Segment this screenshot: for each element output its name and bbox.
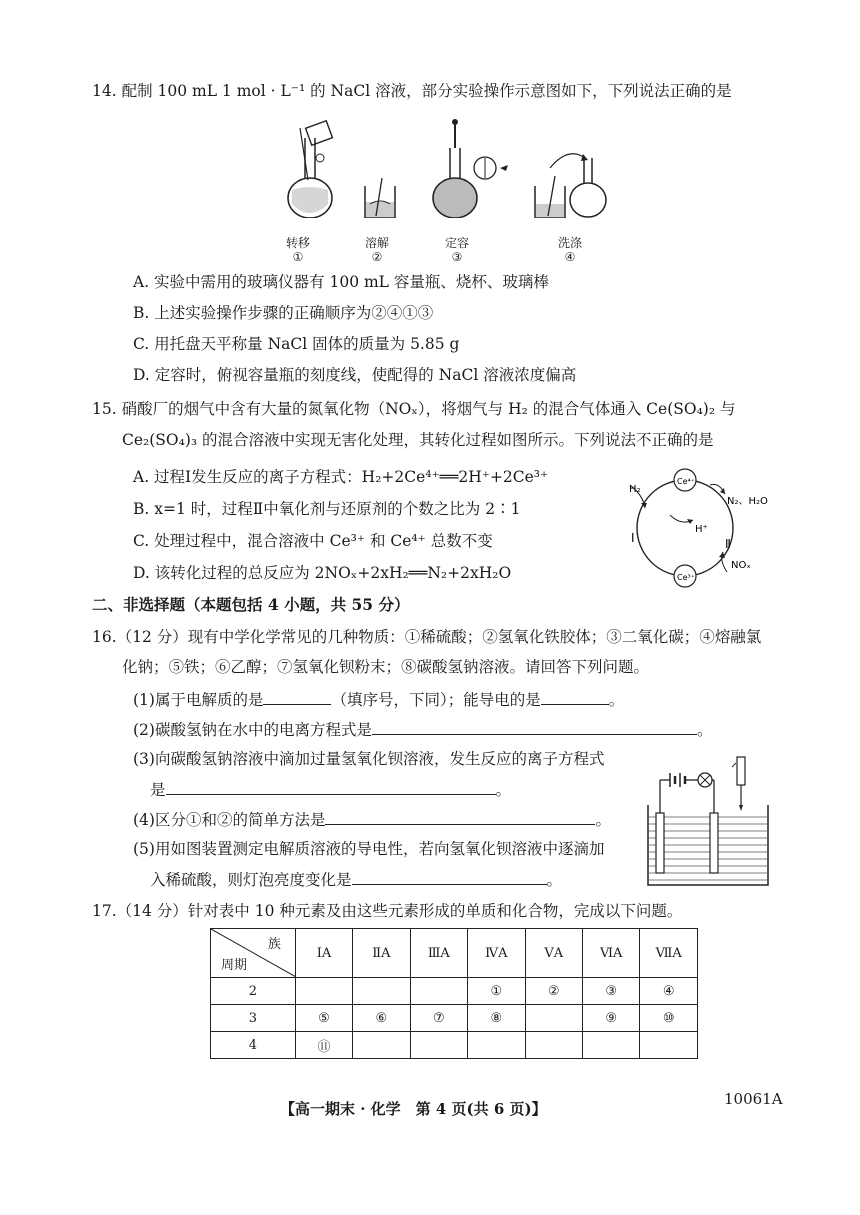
- wash-beaker-flask-icon: [535, 154, 606, 218]
- process-1-label: Ⅰ: [631, 531, 635, 545]
- q16-part-3b: 是 。: [150, 778, 511, 801]
- table-cell: ④: [640, 978, 698, 1005]
- table-cell: ②: [525, 978, 582, 1005]
- beaker-dissolve-icon: [365, 178, 395, 218]
- q16-part-3a: (3)向碳酸氢钠溶液中滴加过量氢氧化钡溶液，发生反应的离子方程式: [133, 750, 605, 768]
- table-row: [211, 1032, 698, 1059]
- periodic-table: [210, 928, 698, 1059]
- products-label: N₂、H₂O: [727, 496, 768, 507]
- answer-blank-6[interactable]: [352, 868, 547, 885]
- period-cell: 3: [211, 1005, 296, 1032]
- h2-label: H₂: [629, 484, 641, 495]
- nox-label: NOₓ: [731, 560, 751, 571]
- conductivity-apparatus-figure: [640, 755, 780, 890]
- table-cell: [640, 1032, 698, 1059]
- q16-stem-line1: 16.（12 分）现有中学化学常见的几种物质：①稀硫酸；②氢氧化铁胶体；③二氧化碳；④熔融氯: [92, 628, 762, 646]
- table-cell: [295, 978, 352, 1005]
- table-cell: [410, 1032, 467, 1059]
- answer-blank-1[interactable]: [263, 688, 331, 705]
- q16-part-5a: (5)用如图装置测定电解质溶液的导电性，若向氢氧化钡溶液中逐滴加: [133, 840, 605, 858]
- q15-option-b: B. x=1 时，过程Ⅱ中氧化剂与还原剂的个数之比为 2∶1: [133, 500, 521, 518]
- table-cell: ⑩: [640, 1005, 698, 1032]
- q14-option-c: C. 用托盘天平称量 NaCl 固体的质量为 5.85 g: [133, 335, 460, 353]
- flask-fill-to-mark-icon: [433, 119, 508, 218]
- table-row: [211, 978, 698, 1005]
- q14-option-b: B. 上述实验操作步骤的正确顺序为②④①③: [133, 304, 434, 322]
- table-cell: ⑪: [295, 1032, 352, 1059]
- hplus-label: H⁺: [695, 524, 708, 535]
- answer-blank-3[interactable]: [372, 718, 697, 735]
- table-cell: ①: [468, 978, 525, 1005]
- table-cell: [353, 978, 410, 1005]
- table-cell: [525, 1032, 582, 1059]
- q15-stem-line2: Ce₂(SO₄)₃ 的混合溶液中实现无害化处理，其转化过程如图所示。下列说法不正确的是: [122, 431, 714, 449]
- table-cell: [410, 978, 467, 1005]
- group-header-cell: ⅣA: [468, 929, 525, 978]
- ce4-label: Ce⁴⁺: [677, 477, 695, 486]
- q16-stem-line2: 化钠；⑤铁；⑥乙醇；⑦氢氧化钡粉末；⑧碳酸氢钠溶液。请回答下列问题。: [122, 658, 650, 676]
- figure-caption-3: 定容 ③: [444, 236, 469, 264]
- process-2-label: Ⅱ: [725, 537, 731, 551]
- q14-stem: 14. 配制 100 mL 1 mol · L⁻¹ 的 NaCl 溶液，部分实验操作示意图如下，下列说法正确的是: [92, 82, 732, 100]
- period-cell: 2: [211, 978, 296, 1005]
- group-header-cell: ⅠA: [295, 929, 352, 978]
- paper-code: 10061A: [724, 1090, 783, 1108]
- table-cell: ⑦: [410, 1005, 467, 1032]
- table-corner-cell: [211, 929, 296, 978]
- section-2-heading: 二、非选择题（本题包括 4 小题，共 55 分）: [92, 595, 410, 614]
- q16-part-2: (2)碳酸氢钠在水中的电离方程式是 。: [133, 718, 712, 741]
- table-cell: [525, 1005, 582, 1032]
- q15-cycle-diagram: [615, 460, 790, 590]
- period-header: 周期: [221, 958, 248, 973]
- period-cell: 4: [211, 1032, 296, 1059]
- table-cell: ⑧: [468, 1005, 525, 1032]
- table-row: [211, 1005, 698, 1032]
- group-header-cell: ⅦA: [640, 929, 698, 978]
- volumetric-flask-transfer-icon: [288, 121, 332, 218]
- table-cell: [353, 1032, 410, 1059]
- group-header-cell: ⅡA: [353, 929, 410, 978]
- ce3-label: Ce³⁺: [677, 573, 695, 582]
- q15-option-a: A. 过程Ⅰ发生反应的离子方程式：H₂+2Ce⁴⁺══2H⁺+2Ce³⁺: [133, 468, 549, 486]
- group-header-cell: ⅤA: [525, 929, 582, 978]
- answer-blank-2[interactable]: [541, 688, 609, 705]
- q15-stem-line1: 15. 硝酸厂的烟气中含有大量的氮氧化物（NOₓ），将烟气与 H₂ 的混合气体通入 Ce(SO₄)₂ 与: [92, 400, 736, 418]
- q14-apparatus-figure: [270, 118, 620, 218]
- q17-stem: 17.（14 分）针对表中 10 种元素及由这些元素形成的单质和化合物，完成以下问题。: [92, 902, 683, 920]
- q15-option-c: C. 处理过程中，混合溶液中 Ce³⁺ 和 Ce⁴⁺ 总数不变: [133, 532, 493, 550]
- table-cell: [468, 1032, 525, 1059]
- page-footer: 【高一期末 · 化学 第 4 页(共 6 页)】: [280, 1100, 547, 1118]
- q16-part-1: (1)属于电解质的是 （填序号，下同）；能导电的是 。: [133, 688, 624, 711]
- table-cell: ⑨: [582, 1005, 639, 1032]
- q14-option-a: A. 实验中需用的玻璃仪器有 100 mL 容量瓶、烧杯、玻璃棒: [133, 273, 549, 291]
- figure-caption-1: 转移 ①: [285, 236, 310, 264]
- figure-caption-4: 洗涤 ④: [557, 236, 582, 264]
- answer-blank-5[interactable]: [325, 808, 595, 825]
- q16-part-4: (4)区分①和②的简单方法是 。: [133, 808, 611, 831]
- group-header-cell: ⅢA: [410, 929, 467, 978]
- group-header-cell: ⅥA: [582, 929, 639, 978]
- q15-option-d: D. 该转化过程的总反应为 2NOₓ+2xH₂══N₂+2xH₂O: [133, 564, 512, 582]
- answer-blank-4[interactable]: [166, 778, 496, 795]
- figure-caption-2: 溶解 ②: [364, 236, 389, 264]
- q16-part-5b: 入稀硫酸，则灯泡亮度变化是 。: [150, 868, 562, 891]
- q14-option-d: D. 定容时，俯视容量瓶的刻度线，使配得的 NaCl 溶液浓度偏高: [133, 366, 577, 384]
- table-cell: [582, 1032, 639, 1059]
- table-cell: ③: [582, 978, 639, 1005]
- table-cell: ⑥: [353, 1005, 410, 1032]
- table-cell: ⑤: [295, 1005, 352, 1032]
- group-header: 族: [267, 937, 281, 952]
